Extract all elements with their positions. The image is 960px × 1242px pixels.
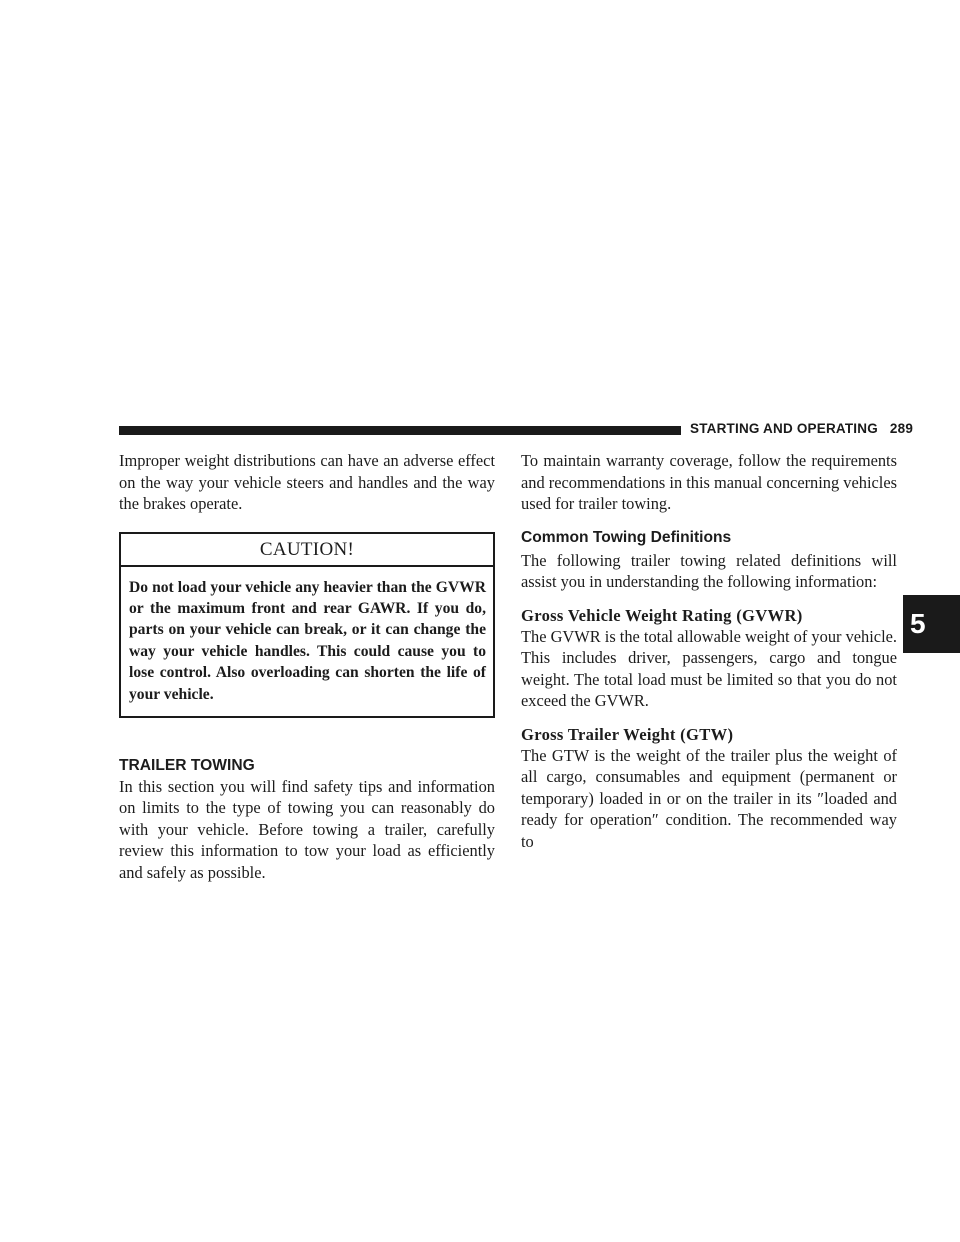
warranty-paragraph: To maintain warranty coverage, follow the requirements and recommendations in this manual concerning vehicles used for trailer towing. [521,451,897,513]
header-rule [119,426,681,435]
right-column [521,450,897,852]
section-title: STARTING AND OPERATING [690,421,878,436]
left-column [119,450,495,883]
trailer-towing-paragraph: In this section you will find safety tips and information on limits to the type of towing you can reasonably do with your vehicle. Before towing a trailer, carefully review this information to tow your load as efficiently and safely as possible. [119,776,495,882]
trailer-towing-heading: TRAILER TOWING [119,756,255,774]
gtw-heading: Gross Trailer Weight (GTW) [521,724,734,744]
definitions-intro: The following trailer towing related definitions will assist you in understanding the following information: [521,550,897,591]
caution-title: CAUTION! [121,534,493,567]
gvwr-paragraph: The GVWR is the total allowable weight of your vehicle. This includes driver, passengers, cargo and tongue weight. The total load must be limited so that you do not exceed the GVWR. [521,626,897,710]
running-header [690,421,914,436]
gvwr-heading: Gross Vehicle Weight Rating (GVWR) [521,605,803,625]
gtw-paragraph: The GTW is the weight of the trailer plus the weight of all cargo, consumables and equipment (permanent or temporary) loaded in or on the trailer in its ″loaded and ready for operation″ condition. The recommended way to [521,745,897,851]
page-number: 289 [889,421,914,436]
caution-text: Do not load your vehicle any heavier than the GVWR or the maximum front and rear GAWR. If you do, parts on your vehicle can break, or it can change the way your vehicle handles. This could cause you to lose control. Also overloading can shorten the life of your vehicle. [129,578,486,703]
chapter-tab: 5 [903,595,960,653]
caution-box [119,532,495,718]
intro-paragraph: Improper weight distributions can have an adverse effect on the way your vehicle steers and handles and the way the brakes operate. [119,451,495,513]
definitions-heading: Common Towing Definitions [521,528,732,546]
